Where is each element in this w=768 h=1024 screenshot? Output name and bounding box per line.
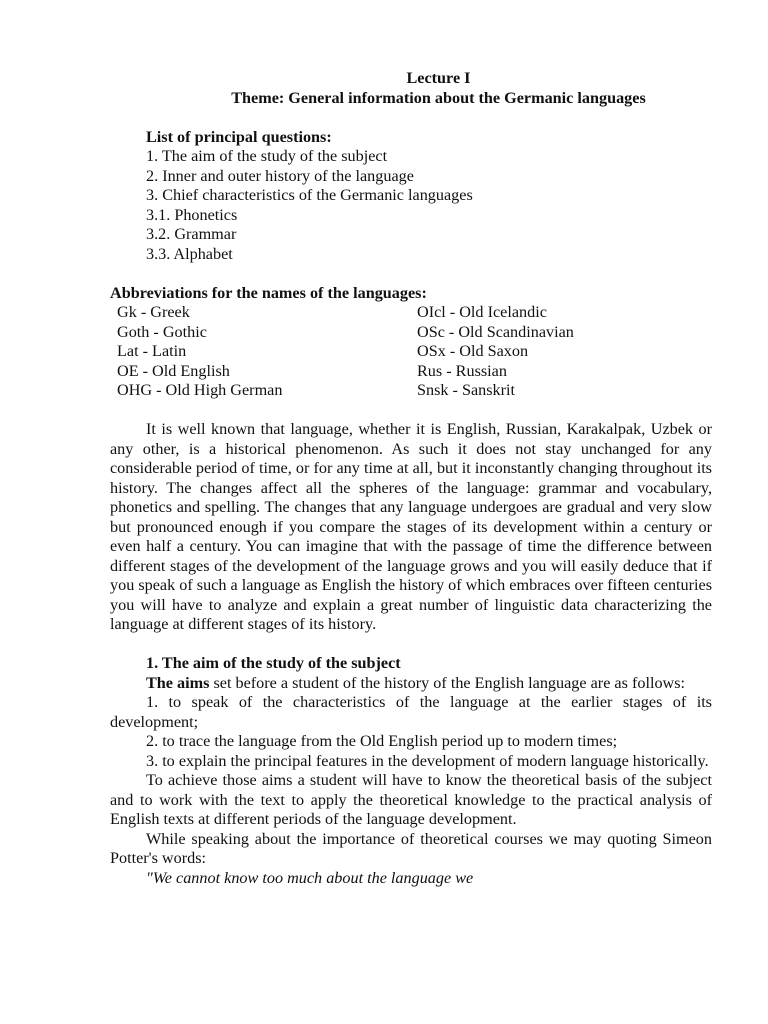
abbreviation-right: Snsk - Sanskrit xyxy=(417,381,516,399)
document-page xyxy=(110,69,712,888)
aim-item: 2. to trace the language from the Old English period up to modern times; xyxy=(146,732,618,750)
section-heading: 1. The aim of the study of the subject xyxy=(146,654,401,672)
abbreviation-left: Gk - Greek xyxy=(117,303,190,321)
aims-bold-text: The aims xyxy=(146,673,210,692)
abbreviation-left: Goth - Gothic xyxy=(117,322,207,341)
spacer xyxy=(110,635,712,655)
spacer xyxy=(110,108,712,128)
spacer xyxy=(110,401,712,421)
intro-paragraph: It is well known that language, whether it is English, Russian, Karakalpak, Uzbek or any other, is a historical phenomenon. As such it does not stay unchanged for any considerable period of time, or for any time at all, but it inconstantly changing throughout its history. The changes affect all the spheres of the language: grammar and vocabulary, phonetics and spelling. The changes that any language undergoes are gradual and very slow but pronounced enough if you compare the stages of its development within a century or even half a century. You can imagine that with the passage of time the difference between different stages of the development of the language grows and you will easily deduce that if you speak of such a language as English the history of which embraces over fifteen centuries you will have to analyze and explain a great number of linguistic data characterizing the language at different stages of its history. xyxy=(110,420,712,633)
question-item: 3.3. Alphabet xyxy=(146,244,233,263)
theme-title: Theme: General information about the Germanic languages xyxy=(231,88,646,107)
question-item: 1. The aim of the study of the subject xyxy=(146,147,388,165)
aims-text: set before a student of the history of the English language are as follows: xyxy=(209,673,686,692)
abbreviation-left: OE - Old English xyxy=(117,361,230,380)
quote-text: "We cannot know too much about the language we xyxy=(146,868,474,887)
abbreviation-right: OSc - Old Scandinavian xyxy=(417,322,574,341)
body-paragraph: While speaking about the importance of theoretical courses we may quoting Simeon Potter's words: xyxy=(110,829,712,867)
abbreviations-heading: Abbreviations for the names of the languages: xyxy=(110,283,427,302)
questions-heading: List of principal questions: xyxy=(146,127,332,146)
question-item: 3.2. Grammar xyxy=(146,225,237,243)
lecture-title: Lecture I xyxy=(406,69,471,87)
abbreviation-left: Lat - Latin xyxy=(117,342,187,360)
abbreviation-right: OIcl - Old Icelandic xyxy=(417,303,547,321)
aims-paragraph xyxy=(110,674,712,694)
aim-item: 1. to speak of the characteristics of the language at the earlier stages of its development; xyxy=(110,693,712,731)
question-item: 3.1. Phonetics xyxy=(146,205,238,224)
abbreviation-right: Rus - Russian xyxy=(417,361,507,380)
body-paragraph: To achieve those aims a student will have to know the theoretical basis of the subject and to work with the text to apply the theoretical knowledge to the practical analysis of English texts at different periods of the language development. xyxy=(110,771,712,828)
abbreviation-left: OHG - Old High German xyxy=(117,381,283,399)
aim-item: 3. to explain the principal features in the development of modern language historically. xyxy=(146,751,709,770)
abbreviation-right: OSx - Old Saxon xyxy=(417,342,529,360)
question-item: 3. Chief characteristics of the Germanic languages xyxy=(146,186,473,204)
spacer xyxy=(110,264,712,284)
question-item: 2. Inner and outer history of the language xyxy=(146,166,414,185)
abbreviations-table xyxy=(110,303,712,401)
